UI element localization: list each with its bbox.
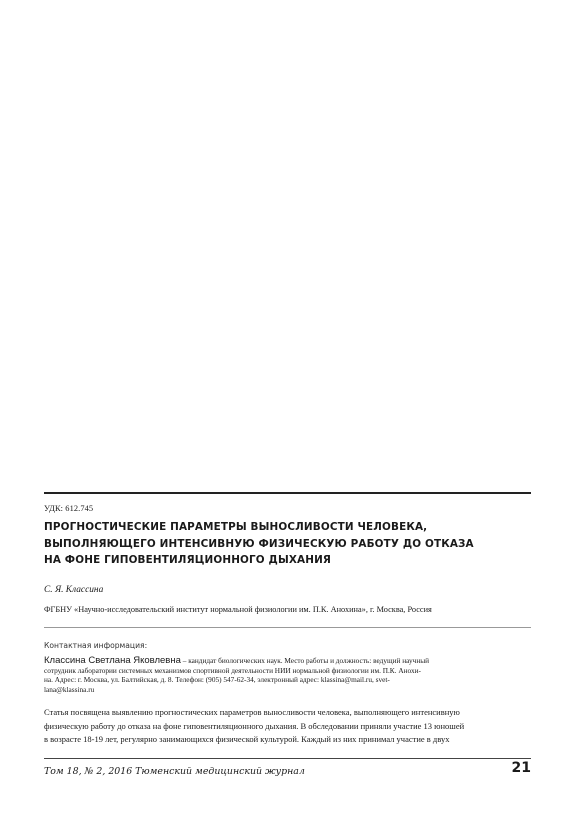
title-line: ПРОГНОСТИЧЕСКИЕ ПАРАМЕТРЫ ВЫНОСЛИВОСТИ ЧЕЛОВЕКА, [44,521,428,533]
journal-footer: Том 18, № 2, 2016 Тюменский медицинский журнал [44,766,305,777]
abstract-line: физическую работу до отказа на фоне гиповентиляционного дыхания. В обследовании приняли участие 13 юношей [44,720,465,731]
contact-line: на. Адрес: г. Москва, ул. Балтийская, д. 8. Телефон: (905) 547-62-34, электронный адрес: klassina@mail.ru, svet- [44,675,390,685]
article-title [44,519,534,569]
footer-rule [44,758,531,759]
contact-line: сотрудник лаборатории системных механизмов спортивной деятельности НИИ нормальной физиологии им. П.К. Анохи- [44,665,421,675]
affiliation: ФГБНУ «Научно-исследовательский институт нормальной физиологии им. П.К. Анохина», г. Москва, Россия [44,605,432,614]
contact-label: Контактная информация: [44,641,148,650]
contact-info [44,656,531,695]
abstract-line: Статья посвящена выявлению прогностических параметров выносливости человека, выполняющего интенсивную [44,707,460,717]
section-divider [44,627,531,628]
udc-code: УДК: 612.745 [44,504,94,513]
contact-line: lana@klassina.ru [44,685,95,695]
author-name: С. Я. Классина [44,585,104,595]
header-rule [44,492,531,494]
contact-line-text: – кандидат биологических наук. Место работы и должность: ведущий научный [180,656,430,665]
contact-person-name: Классина Светлана Яковлевна [44,655,181,666]
abstract [44,706,531,747]
contact-line [44,656,531,666]
page-number: 21 [511,760,531,776]
title-line: ВЫПОЛНЯЮЩЕГО ИНТЕНСИВНУЮ ФИЗИЧЕСКУЮ РАБОТУ ДО ОТКАЗА [44,537,474,550]
title-line: НА ФОНЕ ГИПОВЕНТИЛЯЦИОННОГО ДЫХАНИЯ [44,554,332,566]
abstract-line: в возрасте 18-19 лет, регулярно занимающихся физической культурой. Каждый из них принимал участие в двух [44,734,450,744]
